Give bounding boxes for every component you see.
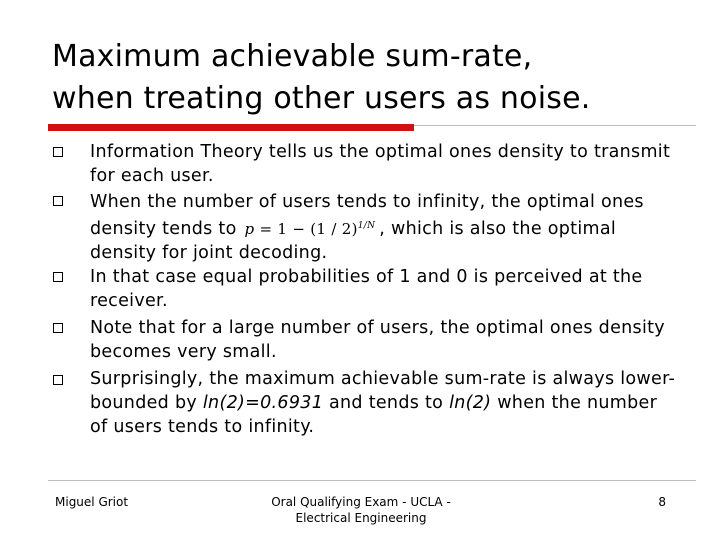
hollow-square-bullet-icon <box>53 196 63 206</box>
bullet-text <box>90 367 680 440</box>
bullet-text: Note that for a large number of users, the optimal ones density becomes very small. <box>90 318 665 363</box>
hollow-square-bullet-icon <box>53 375 63 385</box>
bullet-text: In that case equal probabilities of 1 and 0 is perceived at the receiver. <box>90 267 643 312</box>
formula-rhs: = 1 − (1 / 2) <box>259 220 358 239</box>
bullet-text-part: when the number of users tends to infinity. <box>90 393 658 438</box>
bullet-text: Information Theory tells us the optimal ones density to transmit for each user. <box>90 142 671 187</box>
page-number: 8 <box>658 495 666 509</box>
bullet-emphasis: ln(2) <box>449 393 492 414</box>
hollow-square-bullet-icon <box>53 147 63 157</box>
bullet-text-part: Surprisingly, the maximum achievable sum-rate is always lower-bounded by <box>90 369 676 414</box>
hollow-square-bullet-icon <box>53 323 63 333</box>
bullet-text-part: and tends to <box>329 393 444 414</box>
formula <box>244 214 375 241</box>
bullet-emphasis: ln(2)=0.6931 <box>202 393 324 414</box>
slide-title-line-1: Maximum achievable sum-rate, <box>52 39 533 74</box>
formula-lhs: p <box>244 220 255 239</box>
footer-divider <box>48 480 696 481</box>
bullet-text-part: , which is also the optimal density for joint decoding. <box>90 219 617 264</box>
footer-author: Miguel Griot <box>55 495 129 509</box>
slide-title <box>52 36 692 120</box>
bullet-text <box>90 190 680 266</box>
formula-exponent: 1/N <box>357 221 376 232</box>
title-accent-bar <box>48 124 414 131</box>
bullet-text-part: When the number of users tends to infinity, the optimal ones density tends to <box>90 192 644 240</box>
hollow-square-bullet-icon <box>53 272 63 282</box>
footer-event: Oral Qualifying Exam - UCLA - Electrical Engineering <box>271 495 451 525</box>
slide-title-line-2: when treating other users as noise. <box>52 81 591 116</box>
